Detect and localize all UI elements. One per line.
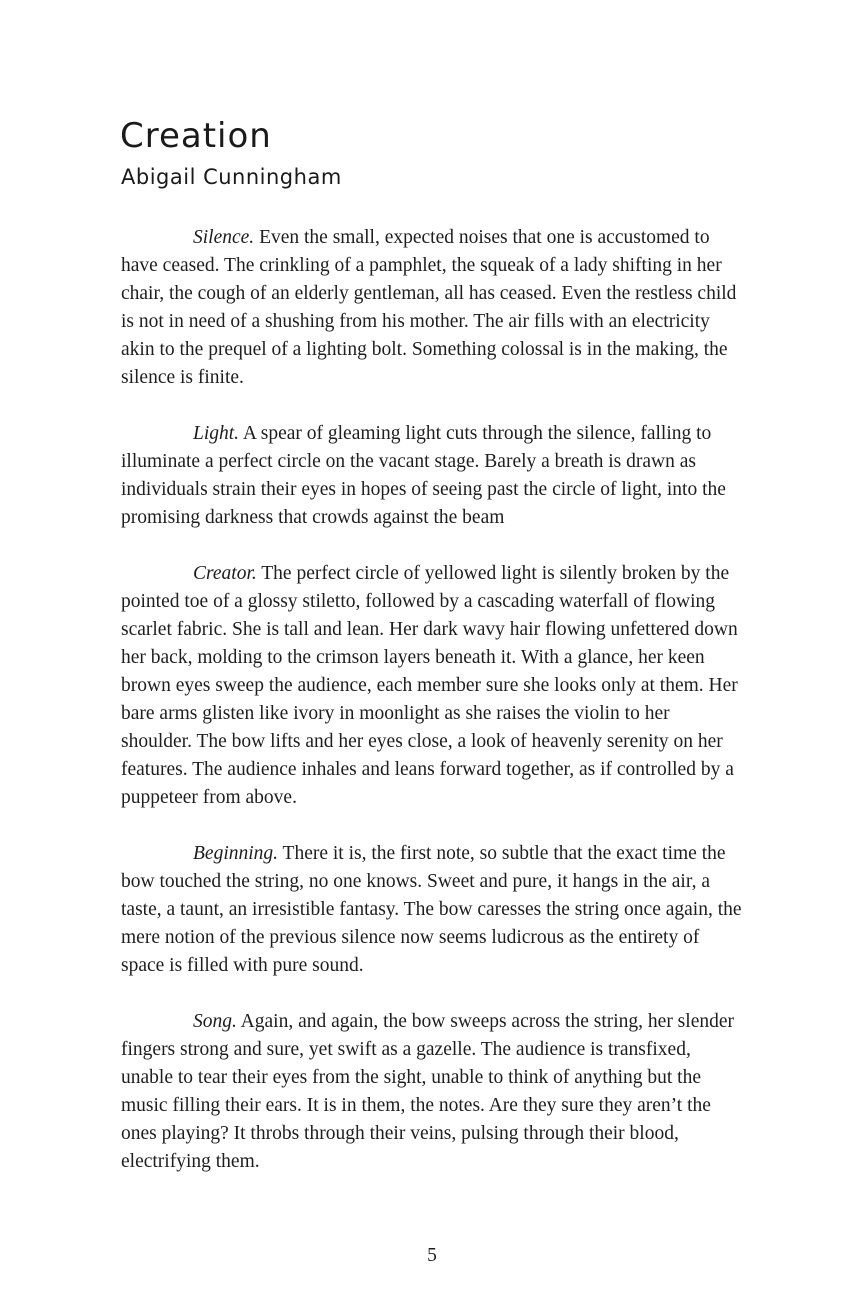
paragraph-text: Even the small, expected noises that one is accustomed to have ceased. The crinkling of a pamphlet, the squeak of a lady shifting in her chair, the cough of an elderly gentleman, all has ceased. Even the restless child is not in need of a shushing from his mother. The air fills with an electricity akin to the prequel of a lighting bolt. Something colossal is in the making, the silence is finite.	[121, 227, 737, 388]
paragraph-creator	[121, 560, 745, 812]
paragraph-lead: Song.	[193, 1011, 237, 1032]
paragraph-beginning	[121, 840, 745, 980]
paragraph-song	[121, 1008, 745, 1176]
author-name: Abigail Cunningham	[121, 165, 342, 189]
paragraph-light	[121, 420, 745, 532]
paragraph-lead: Light.	[193, 423, 240, 444]
paragraph-lead: Silence.	[193, 227, 255, 248]
page-title: Creation	[120, 116, 272, 156]
paragraph-text: The perfect circle of yellowed light is silently broken by the pointed toe of a glossy stiletto, followed by a cascading waterfall of flowing scarlet fabric. She is tall and lean. Her dark wavy hair flowing unfettered down her back, molding to the crimson layers beneath it. With a glance, her keen brown eyes sweep the audience, each member sure she looks only at them. Her bare arms glisten like ivory in moonlight as she raises the violin to her shoulder. The bow lifts and her eyes close, a look of heavenly serenity on her features. The audience inhales and leans forward together, as if controlled by a puppeteer from above.	[121, 563, 738, 808]
paragraph-text: Again, and again, the bow sweeps across the string, her slender fingers strong and sure, yet swift as a gazelle. The audience is transfixed, unable to tear their eyes from the sight, unable to think of anything but the music filling their ears. It is in them, the notes. Are they sure they aren’t the ones playing? It throbs through their veins, pulsing through their blood, electrifying them.	[121, 1011, 734, 1172]
page-number: 5	[427, 1245, 437, 1266]
paragraph-silence	[121, 224, 745, 392]
paragraph-lead: Beginning.	[193, 843, 279, 864]
paragraph-text: There it is, the first note, so subtle that the exact time the bow touched the string, no one knows. Sweet and pure, it hangs in the air, a taste, a taunt, an irresistible fantasy. The bow caresses the string once again, the mere notion of the previous silence now seems ludicrous as the entirety of space is filled with pure sound.	[121, 843, 742, 976]
paragraph-text: A spear of gleaming light cuts through the silence, falling to illuminate a perfect circle on the vacant stage. Barely a breath is drawn as individuals strain their eyes in hopes of seeing past the circle of light, into the promising darkness that crowds against the beam	[121, 423, 726, 528]
paragraph-lead: Creator.	[193, 563, 257, 584]
